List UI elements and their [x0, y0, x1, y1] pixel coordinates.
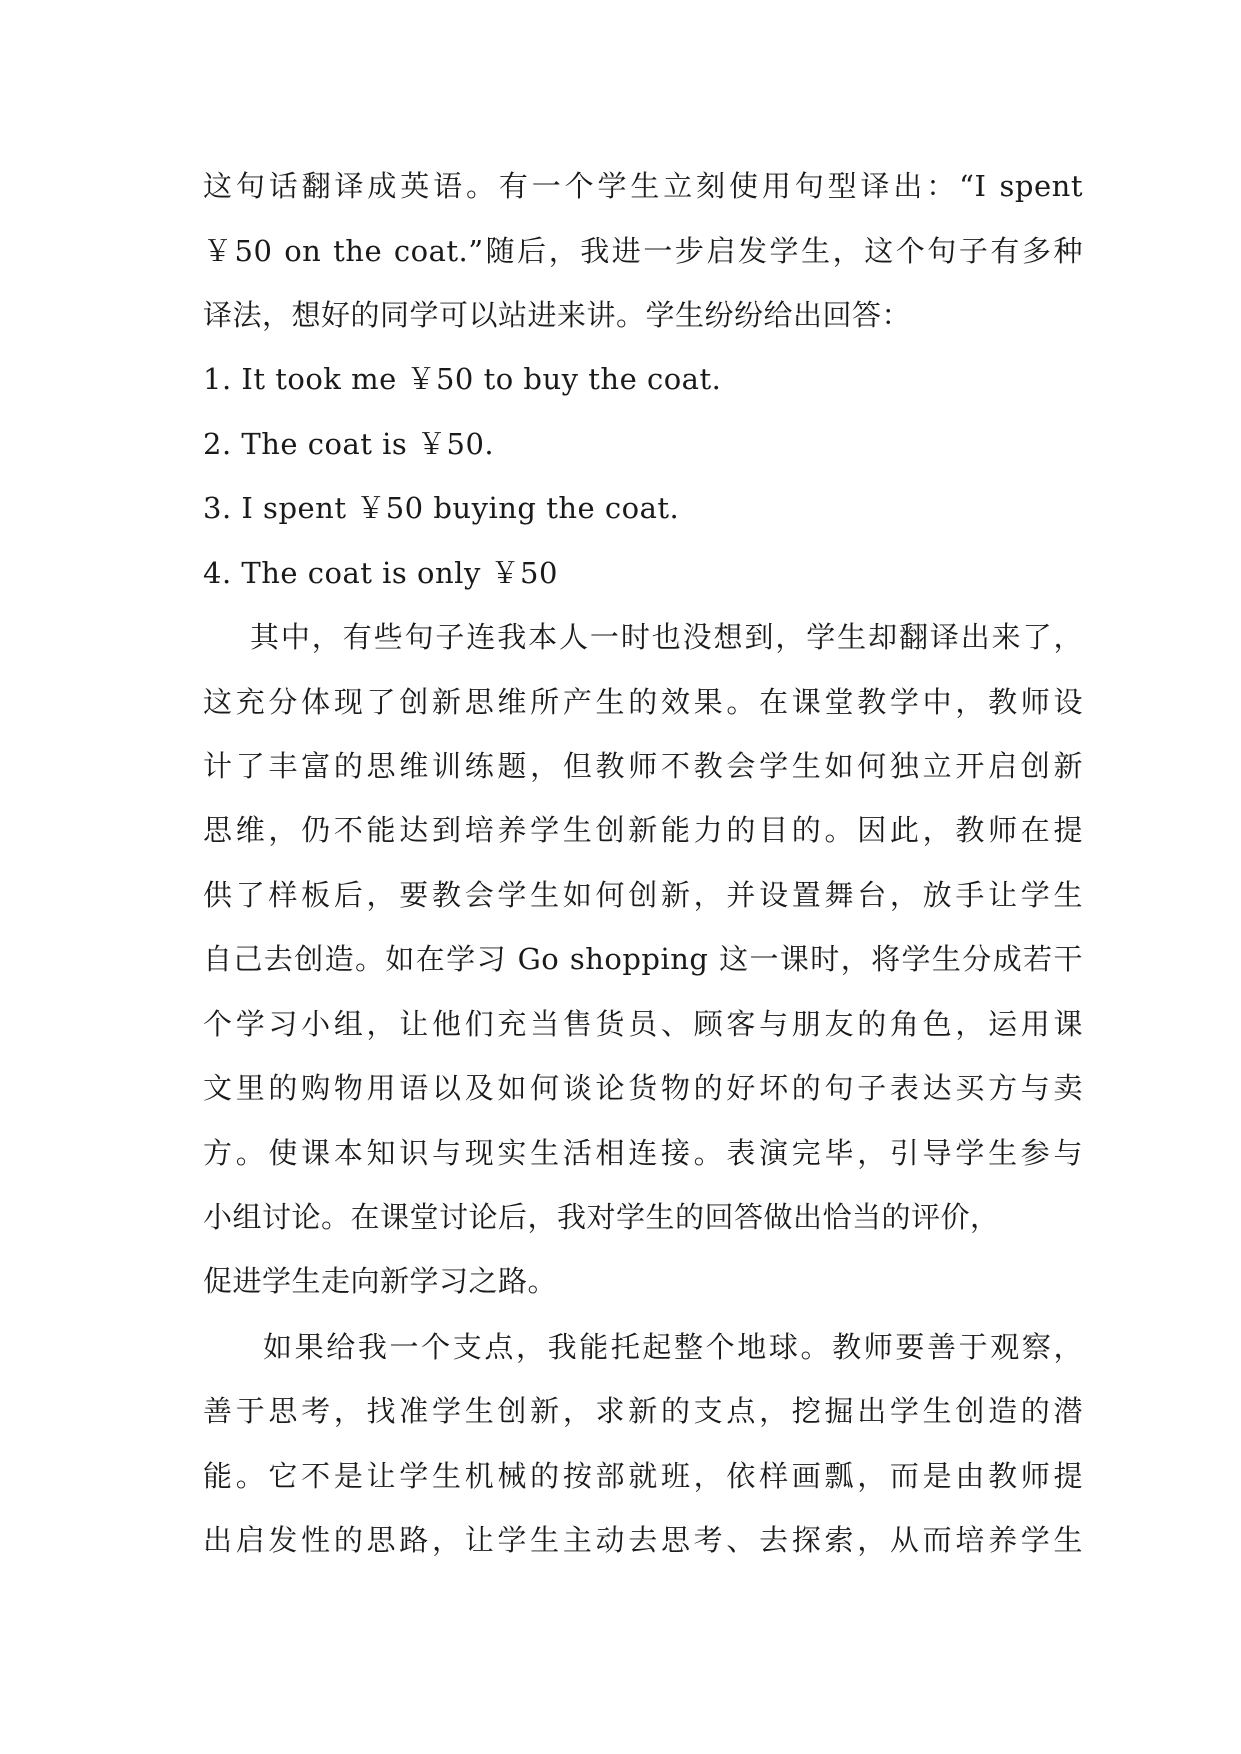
paragraph-line: 善于思考，找准学生创新，求新的支点，挖掘出学生创造的潜 [203, 1394, 1083, 1428]
paragraph-line: 其中，有些句子连我本人一时也没想到，学生却翻译出来了， [250, 620, 1083, 654]
paragraph-line: 供了样板后，要教会学生如何创新，并设置舞台，放手让学生 [203, 878, 1083, 912]
paragraph-line: ￥50 on the coat.”随后，我进一步启发学生，这个句子有多种 [203, 234, 1083, 268]
paragraph-line: 这充分体现了创新思维所产生的效果。在课堂教学中，教师设 [203, 685, 1083, 719]
list-item: 1. It took me ￥50 to buy the coat. [203, 362, 722, 396]
paragraph-line: 能。它不是让学生机械的按部就班，依样画瓢，而是由教师提 [203, 1459, 1083, 1493]
paragraph-line: 计了丰富的思维训练题，但教师不教会学生如何独立开启创新 [203, 749, 1083, 783]
paragraph-line: 出启发性的思路，让学生主动去思考、去探索，从而培养学生 [203, 1523, 1083, 1557]
paragraph-line: 个学习小组，让他们充当售货员、顾客与朋友的角色，运用课 [203, 1007, 1083, 1041]
paragraph-line: 思维，仍不能达到培养学生创新能力的目的。因此，教师在提 [203, 813, 1083, 847]
paragraph-line: 自己去创造。如在学习 Go shopping 这一课时，将学生分成若干 [203, 942, 1083, 976]
list-item: 3. I spent ￥50 buying the coat. [203, 491, 680, 525]
paragraph-line: 译法，想好的同学可以站进来讲。学生纷纷给出回答： [203, 298, 912, 332]
paragraph-line: 促进学生走向新学习之路。 [203, 1264, 558, 1298]
list-item: 2. The coat is ￥50. [203, 427, 495, 461]
paragraph-line: 小组讨论。在课堂讨论后，我对学生的回答做出恰当的评价， [203, 1200, 1000, 1234]
paragraph-line: 方。使课本知识与现实生活相连接。表演完毕，引导学生参与 [203, 1136, 1083, 1170]
paragraph-line: 这句话翻译成英语。有一个学生立刻使用句型译出：“I spent [203, 169, 1083, 203]
list-item: 4. The coat is only ￥50 [203, 556, 558, 590]
paragraph-line: 文里的购物用语以及如何谈论货物的好坏的句子表达买方与卖 [203, 1071, 1083, 1105]
paragraph-line: 如果给我一个支点，我能托起整个地球。教师要善于观察， [263, 1330, 1083, 1364]
